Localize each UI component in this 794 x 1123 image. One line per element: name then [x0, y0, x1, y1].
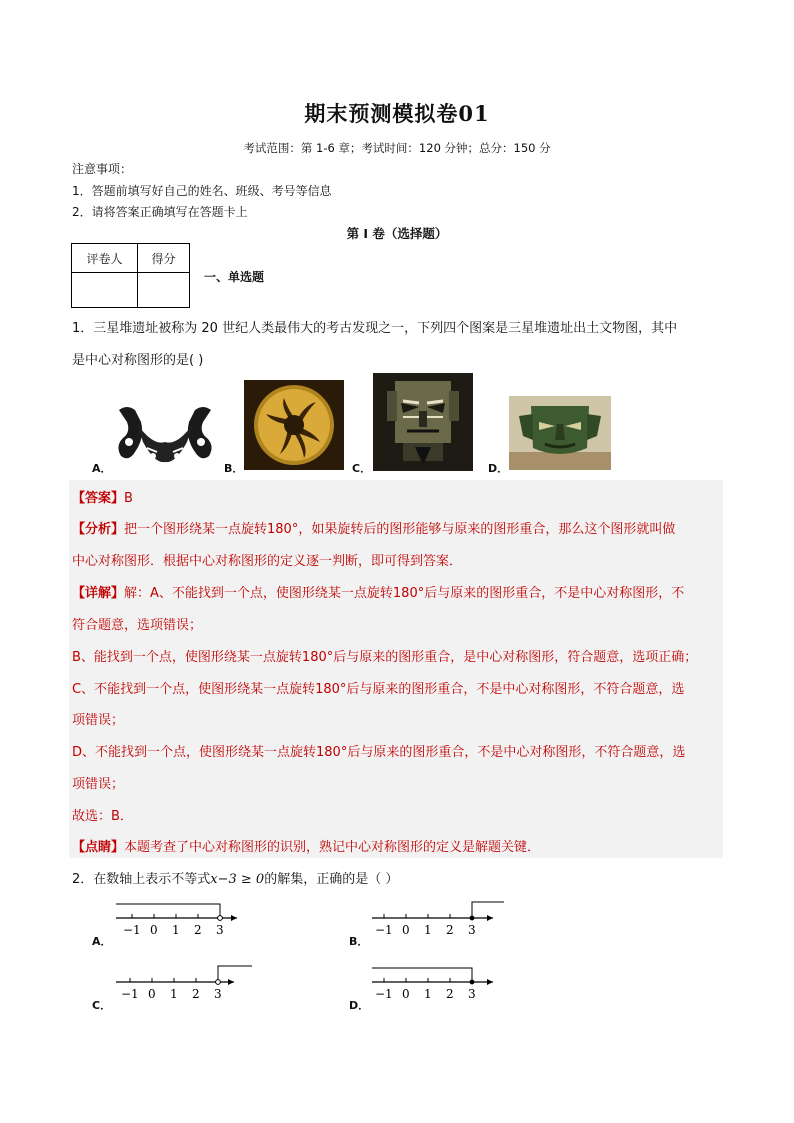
- detail-line-2: 符合题意，选项错误；: [72, 618, 203, 633]
- analysis-line-2: 中心对称图形．根据中心对称图形的定义逐一判断，即可得到答案．: [72, 554, 463, 569]
- score-header: 得分: [138, 244, 190, 273]
- number-line-c: [112, 960, 254, 1006]
- tick-label: 2: [194, 923, 202, 937]
- tick-label: 1: [172, 923, 180, 937]
- note-item-1: 1．答题前填写好自己的姓名、班级、考号等信息: [72, 184, 332, 198]
- tick-label: 1: [424, 923, 432, 937]
- q1-line-2: 是中心对称图形的是( ): [72, 353, 204, 368]
- tick-label: 2: [446, 987, 454, 1001]
- tick-label: 1: [424, 987, 432, 1001]
- tick-label: 0: [148, 987, 156, 1001]
- q2-question: 2．在数轴上表示不等式x−3 ≥ 0的解集，正确的是（ ）: [72, 872, 399, 887]
- tick-label: 3: [214, 987, 222, 1001]
- point-line: 【点睛】本题考查了中心对称图形的识别，熟记中心对称图形的定义是解题关键．: [72, 840, 541, 855]
- tick-label: 0: [402, 987, 410, 1001]
- number-line-b: [368, 896, 508, 942]
- notes-heading: 注意事项：: [72, 162, 133, 176]
- number-line-a: [112, 896, 252, 942]
- tick-label: 2: [192, 987, 200, 1001]
- detail-line-5: 项错误；: [72, 713, 125, 728]
- detail-line-1: 【详解】解：A、不能找到一个点，使图形绕某一点旋转180°后与原来的图形重合，不是中心对称图形，不: [72, 586, 685, 601]
- golden-sun-disc-image: [244, 380, 344, 470]
- q2-option-c-label: C．: [92, 999, 112, 1012]
- tick-label: −1: [123, 923, 141, 937]
- dragon-ornament-image: [113, 402, 217, 470]
- q2-option-b-label: B．: [349, 935, 369, 948]
- tick-label: 0: [150, 923, 158, 937]
- tick-label: −1: [375, 987, 393, 1001]
- answer-line: 【答案】B: [72, 491, 133, 506]
- detail-line-6: D、不能找到一个点，使图形绕某一点旋转180°后与原来的图形重合，不是中心对称图形，不符合题意，选: [72, 745, 686, 760]
- tick-label: 2: [446, 923, 454, 937]
- q1-option-d-label: D．: [488, 462, 509, 475]
- choice-line: 故选：B．: [72, 809, 133, 824]
- detail-line-4: C、不能找到一个点，使图形绕某一点旋转180°后与原来的图形重合，不是中心对称图形，不符合题意，选: [72, 682, 685, 697]
- bronze-mask-image: [373, 373, 473, 471]
- detail-line-3: B、能找到一个点，使图形绕某一点旋转180°后与原来的图形重合，是中心对称图形，符合题意，选项正确；: [72, 650, 698, 665]
- grader-table: [71, 243, 190, 308]
- tick-label: 3: [216, 923, 224, 937]
- q1-option-c-label: C．: [352, 462, 372, 475]
- q1-option-a-label: A．: [92, 462, 112, 475]
- q2-option-d-label: D．: [349, 999, 370, 1012]
- grader-header: 评卷人: [72, 244, 138, 273]
- tick-label: 3: [468, 987, 476, 1001]
- note-item-2: 2．请将答案正确填写在答题卡上: [72, 205, 248, 219]
- page-title: 期末预测模拟卷01: [304, 101, 490, 126]
- jade-mask-image: [509, 396, 611, 470]
- section-title: 第 I 卷（选择题）: [346, 226, 448, 241]
- number-line-d: [368, 960, 508, 1006]
- detail-line-7: 项错误；: [72, 777, 125, 792]
- tick-label: 0: [402, 923, 410, 937]
- score-cell: [138, 273, 190, 308]
- q1-line-1: 1．三星堆遗址被称为 20 世纪人类最伟大的考古发现之一，下列四个图案是三星堆遗址出土文物图，其中: [72, 321, 678, 336]
- q1-option-b-label: B．: [224, 462, 244, 475]
- analysis-line-1: 【分析】把一个图形绕某一点旋转180°，如果旋转后的图形能够与原来的图形重合，那么这个图形就叫做: [72, 522, 676, 537]
- tick-label: 3: [468, 923, 476, 937]
- tick-label: 1: [170, 987, 178, 1001]
- part-title: 一、单选题: [204, 270, 265, 284]
- grader-cell: [72, 273, 138, 308]
- q2-option-a-label: A．: [92, 935, 112, 948]
- tick-label: −1: [121, 987, 139, 1001]
- tick-label: −1: [375, 923, 393, 937]
- exam-info: 考试范围：第 1-6 章；考试时间：120 分钟；总分：150 分: [243, 141, 551, 155]
